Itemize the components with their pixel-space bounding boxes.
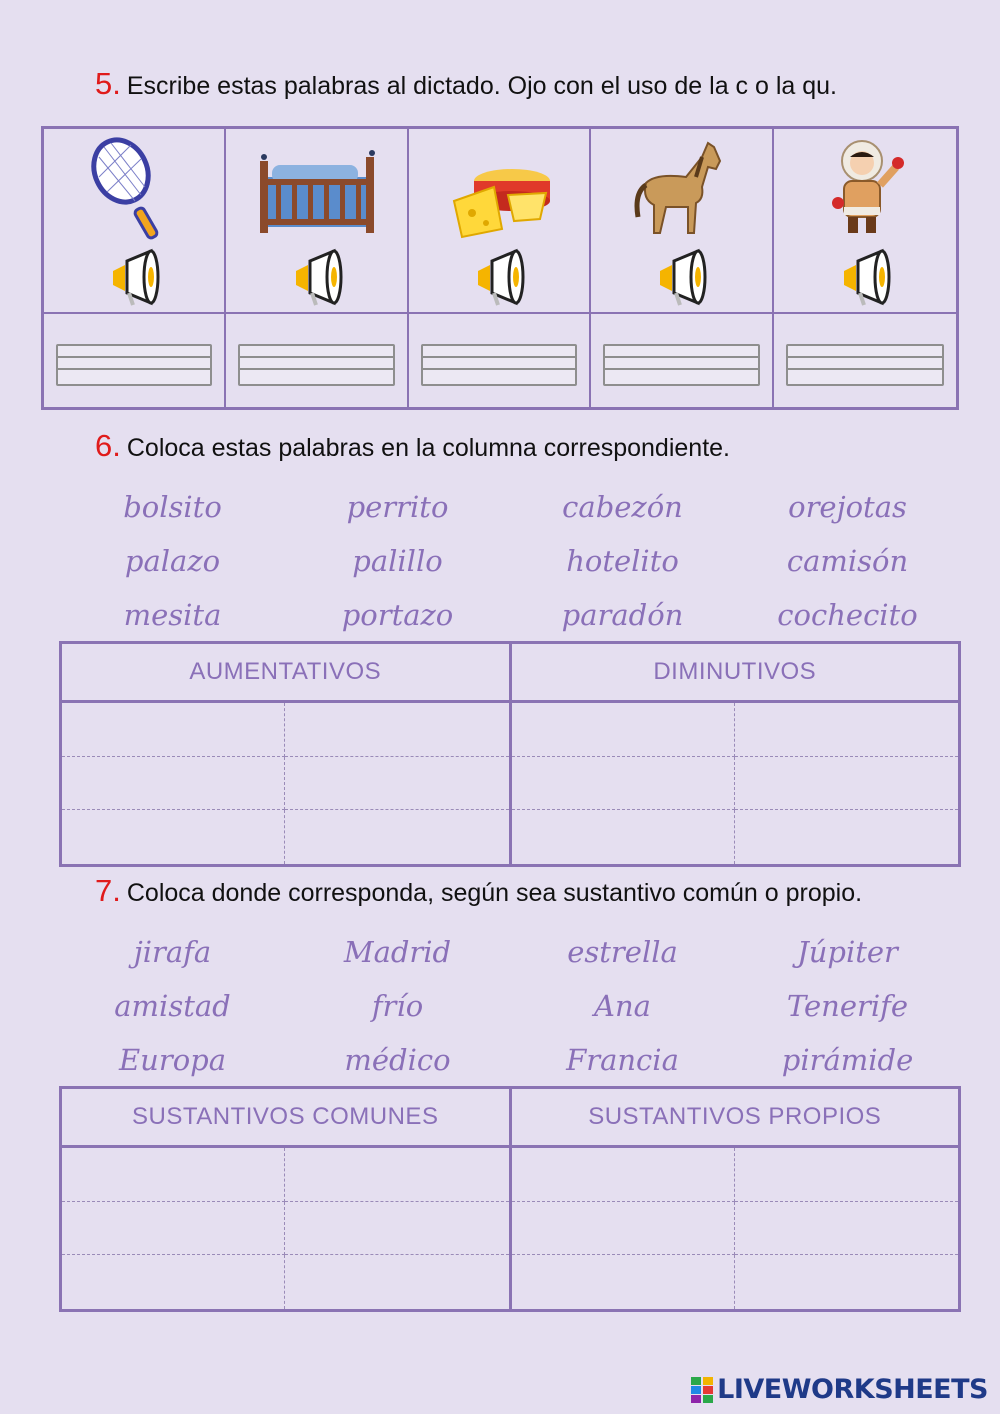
drop-slot[interactable] xyxy=(285,703,508,757)
horse-icon xyxy=(616,137,746,242)
exercise-number: 6. xyxy=(95,428,121,463)
draggable-word[interactable]: perrito xyxy=(346,490,449,524)
speaker-icon[interactable] xyxy=(99,247,169,307)
draggable-word[interactable]: Tenerife xyxy=(786,989,909,1023)
speaker-icon[interactable] xyxy=(830,247,900,307)
drop-column xyxy=(512,1148,959,1309)
drop-slot[interactable] xyxy=(512,1255,735,1309)
exercise-number: 5. xyxy=(95,66,121,101)
draggable-word[interactable]: hotelito xyxy=(566,544,679,578)
draggable-word[interactable]: Madrid xyxy=(343,935,452,969)
dictation-answer-cell xyxy=(409,314,591,407)
speaker-icon[interactable] xyxy=(464,247,534,307)
dictation-cell xyxy=(591,129,773,314)
exercise-instruction: Coloca donde corresponda, según sea sustantivo común o propio. xyxy=(126,879,863,907)
answer-input[interactable] xyxy=(238,344,394,386)
drop-slot[interactable] xyxy=(62,703,285,757)
crib-icon xyxy=(252,137,382,242)
exercise-number: 7. xyxy=(95,873,121,908)
drop-slot[interactable] xyxy=(735,1148,958,1202)
drop-column xyxy=(62,1148,512,1309)
answer-input[interactable] xyxy=(786,344,944,386)
eskimo-icon xyxy=(800,137,930,242)
speaker-icon[interactable] xyxy=(282,247,352,307)
dictation-answer-cell xyxy=(591,314,773,407)
tennis-racket-icon xyxy=(69,137,199,242)
draggable-word[interactable]: Francia xyxy=(566,1043,679,1077)
drop-slot[interactable] xyxy=(62,1148,285,1202)
draggable-word[interactable]: jirafa xyxy=(133,935,212,969)
drop-slot[interactable] xyxy=(512,1148,735,1202)
draggable-word[interactable]: Europa xyxy=(118,1043,227,1077)
drop-slot[interactable] xyxy=(285,757,508,811)
draggable-word[interactable]: frío xyxy=(371,989,424,1023)
column-header: SUSTANTIVOS COMUNES xyxy=(62,1089,512,1145)
answer-input[interactable] xyxy=(56,344,212,386)
cheese-icon xyxy=(434,137,564,242)
draggable-word[interactable]: camisón xyxy=(786,544,909,578)
draggable-word[interactable]: paradón xyxy=(561,598,684,632)
draggable-word[interactable]: orejotas xyxy=(788,490,907,524)
draggable-word[interactable]: pirámide xyxy=(781,1043,914,1077)
answer-input[interactable] xyxy=(421,344,577,386)
answer-input[interactable] xyxy=(603,344,759,386)
draggable-word[interactable]: portazo xyxy=(341,598,454,632)
drop-slot[interactable] xyxy=(735,1202,958,1256)
dictation-answer-cell xyxy=(226,314,408,407)
drop-column xyxy=(512,703,959,864)
drop-slot[interactable] xyxy=(285,1148,508,1202)
liveworksheets-logo xyxy=(691,1374,988,1405)
drop-slot[interactable] xyxy=(512,810,735,864)
drop-slot[interactable] xyxy=(512,703,735,757)
exercise-instruction: Escribe estas palabras al dictado. Ojo con el uso de la c o la qu. xyxy=(126,72,837,100)
drop-slot[interactable] xyxy=(735,810,958,864)
draggable-word[interactable]: médico xyxy=(344,1043,451,1077)
classification-table-6 xyxy=(59,641,961,867)
draggable-word[interactable]: mesita xyxy=(123,598,222,632)
column-header: SUSTANTIVOS PROPIOS xyxy=(588,1103,882,1130)
drop-slot[interactable] xyxy=(285,810,508,864)
draggable-word[interactable]: palazo xyxy=(124,544,221,578)
drop-slot[interactable] xyxy=(285,1255,508,1309)
drop-slot[interactable] xyxy=(735,703,958,757)
drop-column xyxy=(62,703,512,864)
draggable-word[interactable]: amistad xyxy=(114,989,231,1023)
draggable-word[interactable]: cabezón xyxy=(562,490,683,524)
table-header xyxy=(62,1089,958,1148)
draggable-word[interactable]: palillo xyxy=(352,544,443,578)
drop-slot[interactable] xyxy=(735,757,958,811)
liveworksheets-logo-icon xyxy=(691,1377,713,1403)
drop-slot[interactable] xyxy=(512,1202,735,1256)
exercise-6-heading xyxy=(95,428,730,464)
drop-slot[interactable] xyxy=(62,810,285,864)
dictation-answer-cell xyxy=(44,314,226,407)
exercise-7-heading xyxy=(95,873,862,909)
draggable-word[interactable]: Júpiter xyxy=(797,935,898,969)
table-header xyxy=(62,644,958,703)
dictation-cell xyxy=(774,129,956,314)
word-bank-7 xyxy=(60,933,960,1079)
dictation-cell xyxy=(44,129,226,314)
column-header: DIMINUTIVOS xyxy=(653,658,817,685)
draggable-word[interactable]: estrella xyxy=(567,935,678,969)
dictation-table xyxy=(41,126,959,410)
speaker-icon[interactable] xyxy=(646,247,716,307)
dictation-answer-cell xyxy=(774,314,956,407)
draggable-word[interactable]: cochecito xyxy=(777,598,918,632)
drop-slot[interactable] xyxy=(62,1255,285,1309)
column-header: AUMENTATIVOS xyxy=(62,644,512,700)
drop-slot[interactable] xyxy=(285,1202,508,1256)
brand-name: LIVEWORKSHEETS xyxy=(717,1374,988,1405)
dictation-cell xyxy=(409,129,591,314)
draggable-word[interactable]: bolsito xyxy=(123,490,222,524)
drop-slot[interactable] xyxy=(62,1202,285,1256)
classification-table-7 xyxy=(59,1086,961,1312)
word-bank-6 xyxy=(60,488,960,634)
drop-slot[interactable] xyxy=(512,757,735,811)
exercise-5-heading xyxy=(95,66,837,102)
draggable-word[interactable]: Ana xyxy=(594,989,651,1023)
dictation-cell xyxy=(226,129,408,314)
exercise-instruction: Coloca estas palabras en la columna correspondiente. xyxy=(126,434,730,462)
drop-slot[interactable] xyxy=(62,757,285,811)
drop-slot[interactable] xyxy=(735,1255,958,1309)
